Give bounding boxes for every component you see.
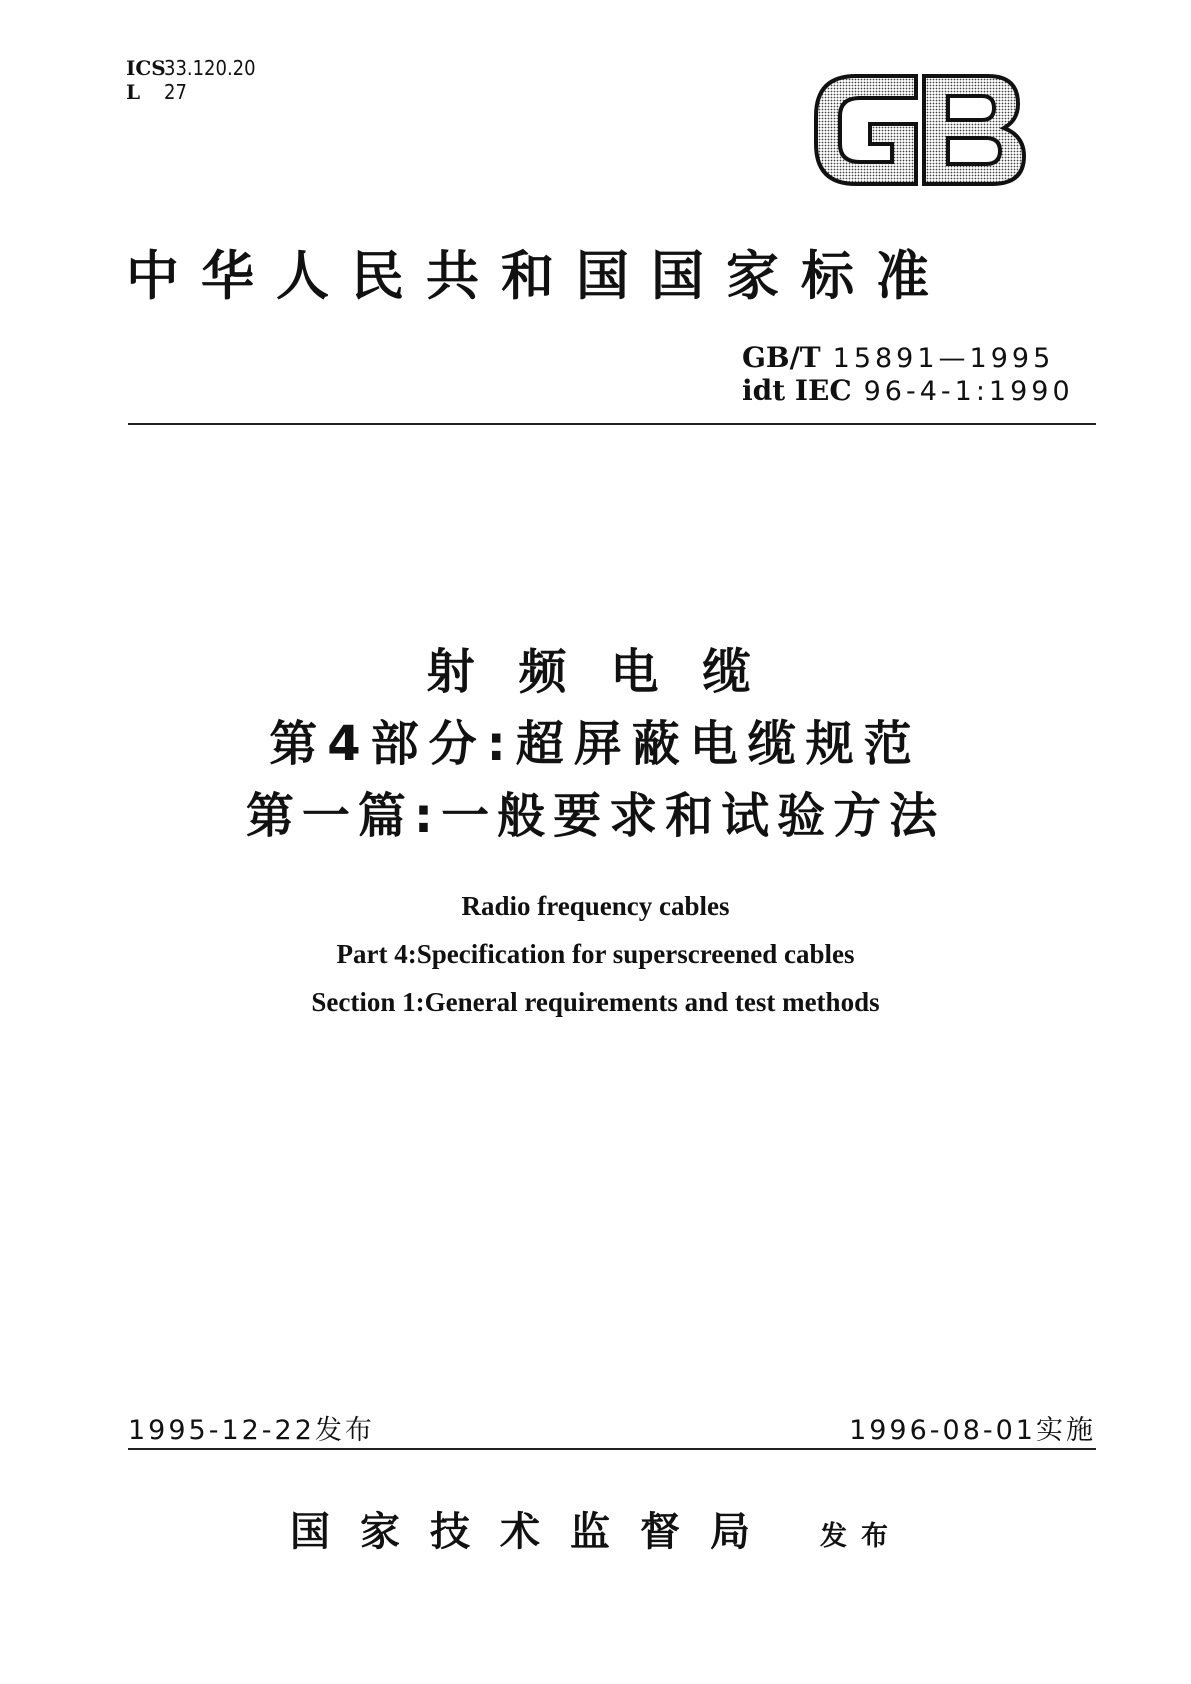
standard-number-block (742, 342, 1074, 408)
issuer-line (290, 1500, 990, 1557)
issue-date: 1995-12-22发布 (128, 1415, 375, 1446)
zh-title-line-1: 射频电缆 (426, 644, 795, 700)
national-standard-title: 中华人民共和国国家标准 (126, 245, 951, 307)
implementation-date: 1996-08-01实施 (849, 1415, 1096, 1446)
gb-logo-icon (812, 72, 1028, 188)
ics-value: 33.120.20 (164, 56, 256, 80)
top-divider (128, 423, 1096, 425)
equivalence-prefix: idt IEC (742, 374, 852, 407)
ics-label: ICS (126, 56, 166, 80)
equivalence-number: 96-4-1:1990 (863, 376, 1074, 407)
issuer-name: 国家技术监督局 (290, 1508, 780, 1555)
ccs-row (126, 80, 256, 104)
english-title-block (0, 882, 1191, 1026)
zh-title-line-2: 第4部分:超屏蔽电缆规范 (269, 716, 922, 772)
classification-codes (126, 56, 256, 104)
standard-number-row (742, 342, 1074, 375)
en-title-line-1: Radio frequency cables (461, 891, 730, 921)
ccs-label: L (126, 80, 141, 104)
standard-number: 15891—1995 (832, 343, 1055, 374)
zh-title-line-3: 第一篇:一般要求和试验方法 (245, 788, 946, 844)
en-title-line-3: Section 1:General requirements and test methods (311, 987, 880, 1017)
chinese-title-block (0, 636, 1191, 852)
ics-row (126, 56, 256, 80)
dates-row (128, 1408, 1096, 1448)
equivalence-row (742, 375, 1074, 408)
standard-prefix: GB/T (742, 341, 821, 374)
ccs-value: 27 (164, 80, 187, 104)
en-title-line-2: Part 4:Specification for superscreened cables (336, 939, 855, 969)
bottom-divider (128, 1448, 1096, 1450)
issuer-action: 发布 (820, 1521, 902, 1552)
